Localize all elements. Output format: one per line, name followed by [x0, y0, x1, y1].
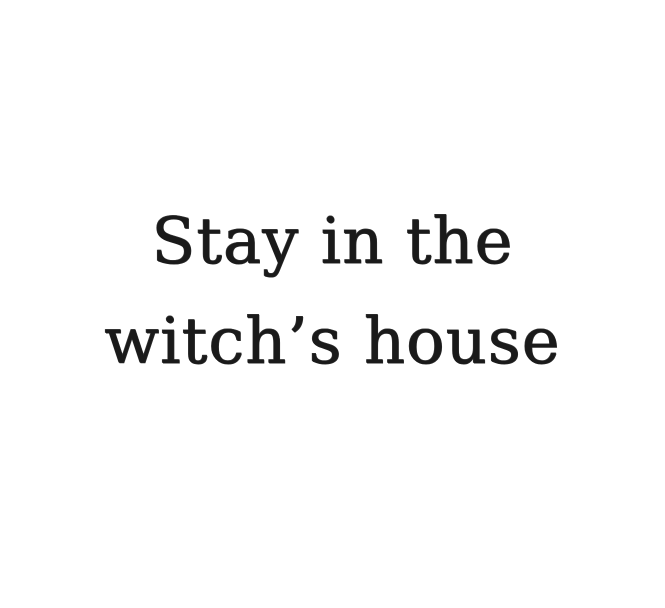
title-line-1: Stay in the — [151, 205, 514, 279]
title-line-2: witch’s house — [104, 305, 561, 379]
